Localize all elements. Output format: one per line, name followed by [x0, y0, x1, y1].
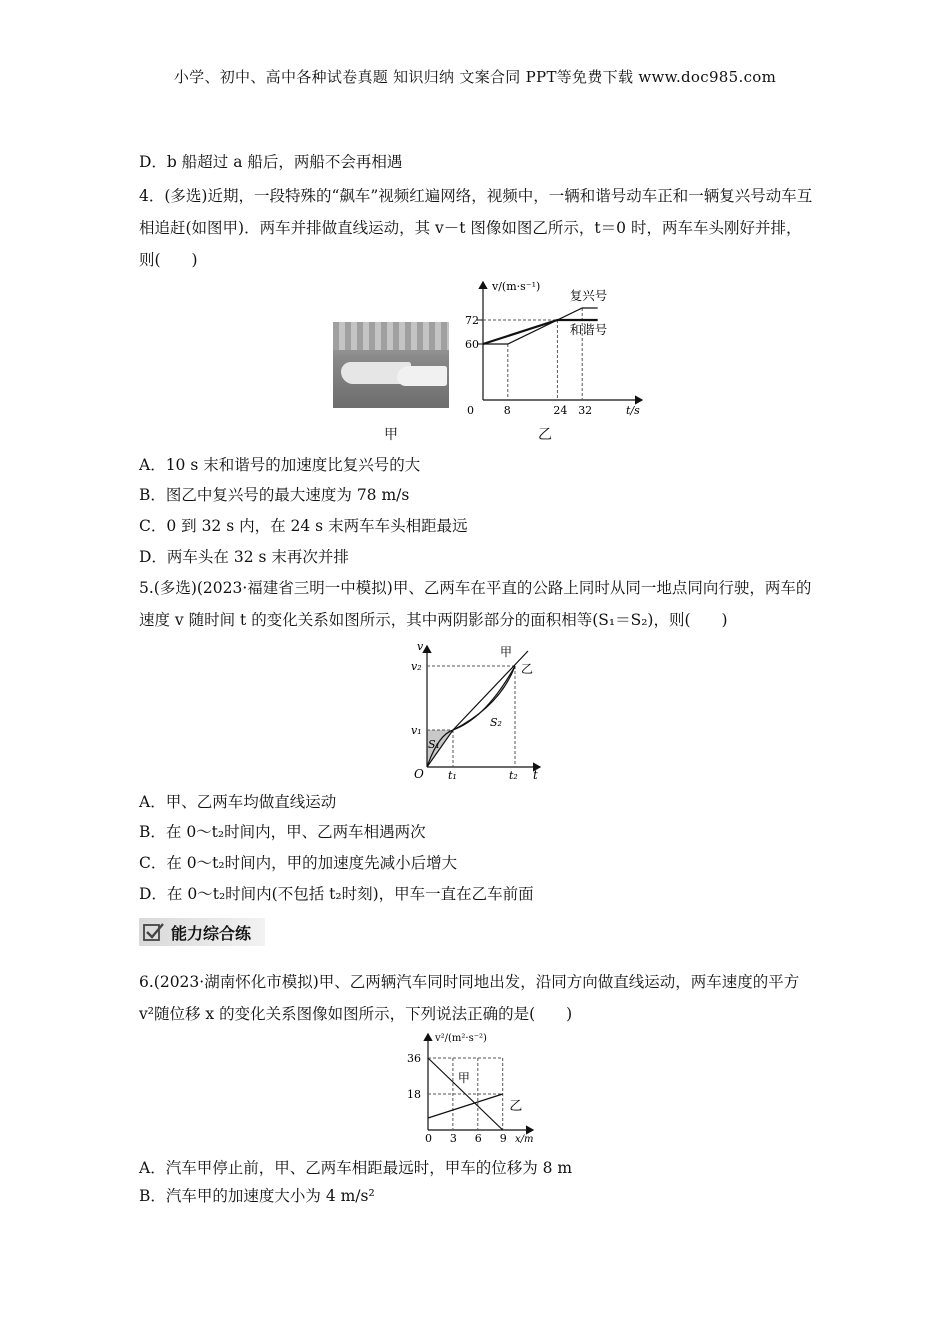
q6-option-a: A．汽车甲停止前，甲、乙两车相距最远时，甲车的位移为 8 m	[139, 1159, 573, 1177]
section-banner	[139, 918, 265, 946]
label-jia: 甲	[500, 645, 513, 659]
origin-label: O	[414, 767, 424, 780]
label-s2: S₂	[490, 716, 502, 729]
q4-option-a: A．10 s 末和谐号的加速度比复兴号的大	[139, 456, 421, 474]
caption-yi: 乙	[538, 427, 552, 443]
v2x-chart	[405, 1030, 545, 1148]
x-tick-6: 6	[474, 1132, 482, 1145]
caption-jia: 甲	[384, 427, 398, 443]
q4-stem: 4．(多选)近期，一段特殊的“飙车”视频红遍网络，视频中，一辆和谐号动车正和一辆复兴号动车互相追赶(如图甲)．两车并排做直线运动，其 v－t 图像如图乙所示，t＝0 时，两车车头刚好并排，则( )	[139, 187, 813, 269]
x-axis-label: t	[533, 768, 538, 780]
q5-stem: 5.(多选)(2023·福建省三明一中模拟)甲、乙两车在平直的公路上同时从同一地点同向行驶，两车的速度 v 随时间 t 的变化关系如图所示，其中两阴影部分的面积相等(S₁＝S₂)，则( )	[139, 579, 812, 629]
tick-v2: v₂	[411, 660, 422, 673]
q3-option-d: D．b 船超过 a 船后，两船不会再相遇	[139, 153, 403, 171]
y-axis-label: v²/(m²·s⁻²)	[435, 1033, 487, 1044]
y-tick-60: 60	[465, 338, 479, 351]
vt-chart-areas	[408, 640, 548, 780]
x-tick-9: 9	[499, 1132, 507, 1145]
train-photo	[333, 322, 449, 408]
series-yi-line	[427, 651, 528, 767]
x-tick-0: 0	[467, 404, 474, 417]
x-axis-label: t/s	[626, 404, 640, 417]
series-label-1: 和谐号	[569, 322, 608, 337]
tick-t1: t₁	[448, 769, 457, 780]
x-tick-3: 3	[449, 1132, 457, 1145]
checkmark-icon	[143, 922, 165, 942]
label-s1: S₁	[428, 738, 440, 751]
y-tick-72: 72	[465, 314, 479, 327]
label-yi: 乙	[521, 662, 534, 676]
series-label-1: 乙	[509, 1099, 523, 1114]
q6-stem: 6.(2023·湖南怀化市模拟)甲、乙两辆汽车同时同地出发，沿同方向做直线运动，两车速度的平方 v²随位移 x 的变化关系图像如图所示，下列说法正确的是( )	[139, 973, 800, 1023]
q5-option-a: A．甲、乙两车均做直线运动	[139, 793, 337, 811]
series-label-0: 甲	[457, 1071, 470, 1085]
x-tick-0: 0	[425, 1132, 432, 1145]
series-line-1	[428, 1094, 503, 1118]
train-fuxing	[397, 366, 447, 386]
y-axis-label: v/(m·s⁻¹)	[492, 280, 541, 293]
y-tick-18: 18	[407, 1088, 421, 1101]
section-title: 能力综合练	[171, 923, 252, 943]
station-roof	[333, 322, 449, 350]
q4-option-b: B．图乙中复兴号的最大速度为 78 m/s	[139, 486, 410, 504]
q5-option-c: C．在 0～t₂时间内，甲的加速度先减小后增大	[139, 854, 458, 872]
x-tick-24: 24	[553, 404, 568, 417]
series-label-0: 复兴号	[569, 288, 608, 303]
y-axis-label: v	[417, 640, 424, 653]
x-axis-label: x/m	[515, 1134, 534, 1145]
q5-option-d: D．在 0～t₂时间内(不包括 t₂时刻)，甲车一直在乙车前面	[139, 885, 534, 903]
tick-t2: t₂	[509, 769, 518, 780]
vt-chart-trains	[450, 278, 650, 418]
q6-option-b: B．汽车甲的加速度大小为 4 m/s²	[139, 1187, 375, 1205]
q4-option-d: D．两车头在 32 s 末再次并排	[139, 548, 349, 566]
tick-v1: v₁	[411, 724, 422, 737]
q4-option-c: C．0 到 32 s 内，在 24 s 末两车车头相距最远	[139, 517, 468, 535]
page-header: 小学、初中、高中各种试卷真题 知识归纳 文案合同 PPT等免费下载 www.doc985.com	[173, 68, 777, 86]
x-tick-8: 8	[503, 404, 511, 417]
q5-option-b: B．在 0～t₂时间内，甲、乙两车相遇两次	[139, 823, 426, 841]
x-tick-32: 32	[578, 404, 593, 417]
y-tick-36: 36	[407, 1052, 421, 1065]
